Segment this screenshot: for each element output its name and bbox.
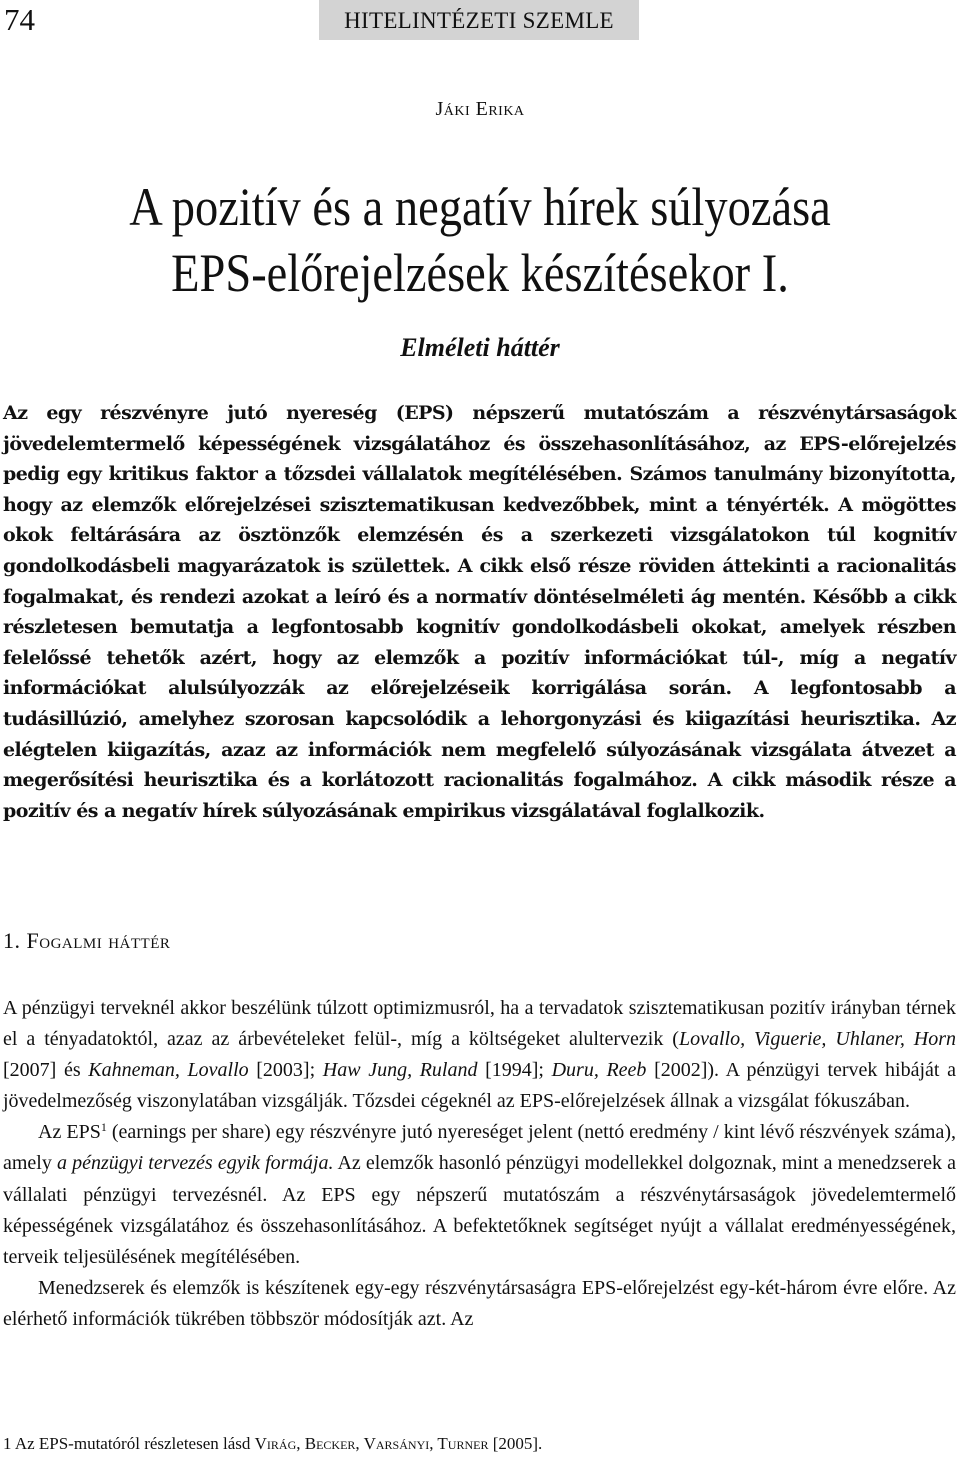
article-title (102, 174, 859, 306)
body-text (3, 993, 956, 1335)
text-run: [2003]; (248, 1059, 323, 1082)
running-head: HITELINTÉZETI SZEMLE (319, 0, 639, 40)
citation-authors: Haw Jung, Ruland (322, 1059, 478, 1082)
title-line-1: A pozitív és a negatív hírek súlyozása (129, 177, 831, 237)
page-number: 74 (4, 2, 35, 37)
text-run: [1994]; (477, 1059, 552, 1082)
footnote-number: 1 (3, 1434, 12, 1453)
paragraph-1 (3, 993, 956, 1117)
emphasis: a pénzügyi tervezés egyik formája. (56, 1152, 334, 1175)
text-run: [2007] és (3, 1059, 89, 1082)
citation-authors: Kahneman, Lovallo (88, 1059, 249, 1082)
text-run: [2002]). A pénzügyi tervek hibáját a jövedelmezőség viszonylatában vizsgálják. Tőzsdei cégeknél az EPS-előrejelzések állnak a vizsgálat fókuszában. (3, 1059, 956, 1113)
citation-authors: Lovallo, Viguerie, Uhlaner, Horn (678, 1028, 956, 1051)
text-run: (earnings per share) egy részvényre jutó nyereséget jelent (nettó eredmény / kint lévő részvények száma), amely (3, 1121, 956, 1175)
text-run: Az EPS (38, 1121, 101, 1144)
text-run: Az elemzők hasonló pénzügyi modellekkel dolgoznak, mint a menedzserek a vállalati pénzügyi tervezésnél. Az EPS egy népszerű mutatószám a részvénytársaságok jövedelemtermelő képességének vizsgálatához és összehasonlításához. A befektetőknek segítséget nyújt a vállalat eredményességének, terveik teljesülésének megítélésében. (3, 1152, 956, 1268)
footnote-marker[interactable]: 1 (100, 1120, 107, 1135)
citation-authors: Duru, Reeb (551, 1059, 647, 1082)
abstract-heading: Elméleti háttér (400, 333, 560, 362)
title-line-2: EPS-előrejelzések készítésekor I. (171, 243, 789, 303)
footnote (3, 1434, 542, 1454)
section-heading: 1. Fogalmi háttér (3, 928, 171, 953)
paragraph-3: Menedzserek és elemzők is készítenek egy-egy részvénytársaságra EPS-előrejelzést egy-két-három évre előre. Az elérhető információk tükrében többször módosítják azt. Az (3, 1276, 956, 1330)
footnote-authors: Virág, Becker, Varsányi, Turner (254, 1434, 489, 1453)
text-run: [2005]. (488, 1434, 543, 1453)
text-run: A pénzügyi terveknél akkor beszélünk túlzott optimizmusról, ha a tervadatok szisztematikusan pozitív irányban térnek el a tényadatoktól, azaz az árbevételeket felül-, míg a költségeket alultervezik ( (3, 997, 956, 1051)
abstract-text: Az egy részvényre jutó nyereség (EPS) népszerű mutatószám a részvénytársaságok jövedelemtermelő képességének vizsgálatához és összehasonlításához, az EPS-előrejelzés pedig egy kritikus faktor a tőzsdei vállalatok megítélésében. Számos tanulmány bizonyította, hogy az elemzők előrejelzései szisztematikusan kedvezőbbek, mint a tényérték. A mögöttes okok feltárására az ösztönzők elemzésén és a szerkezeti vizsgálatokon túl kognitív gondolkodásbeli magyarázatok is születtek. A cikk első része röviden áttekinti a racionalitás fogalmakat, és rendezi azokat a leíró és a normatív döntéselméleti ág mentén. Később a cikk részletesen bemutatja a legfontosabb kognitív gondolkodásbeli okokat, amelyek részben felelőssé tehetők azért, hogy az elemzők a pozitív információkat túl-, míg a negatív információkat alulsúlyozzák az előrejelzéseik korrigálása során. A legfontosabb a tudásillúzió, amelyhez szorosan kapcsolódik a lehorgonyzási és kiigazítási heurisztika. Az elégtelen kiigazítás, azaz az információk nem megfelelő súlyozásának vizsgálata átvezet a megerősítési heurisztika és a korlátozott racionalitás fogalmához. A cikk második része a pozitív és a negatív hírek súlyozásának empirikus vizsgálatával foglalkozik. (3, 402, 956, 822)
author-name: Jáki Erika (435, 98, 525, 120)
paragraph-2 (3, 1117, 956, 1272)
text-run: Az EPS-mutatóról részletesen lásd (14, 1434, 255, 1453)
